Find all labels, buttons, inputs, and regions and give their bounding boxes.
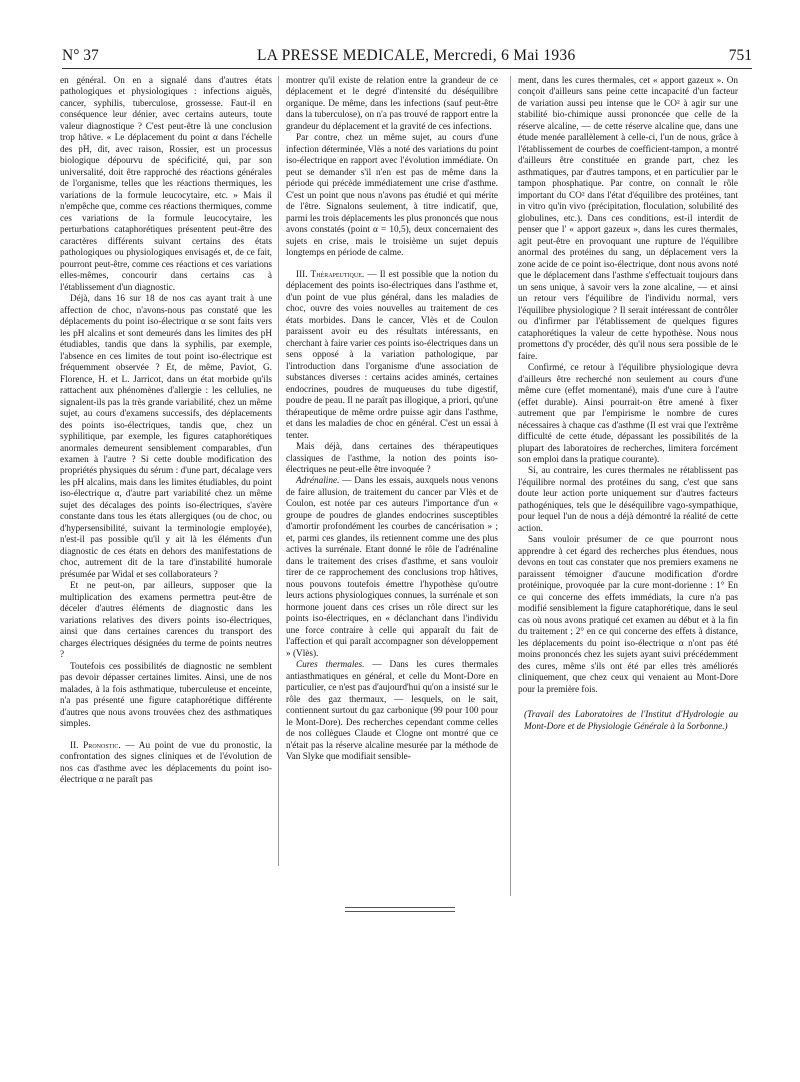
subsection-heading: Adrénaline. <box>296 476 340 487</box>
subsection-text: — Dans les essais, auxquels nous venons de faire allusion, de traitement du cancer par Vlès et de Coulon, est notée par ces auteurs l'importance d'un « groupe de poudres de glandes endocrines susceptibles d'amortir profondément les courbes de cancérisation » ; et, parmi ces glandes, ils retiennent comme une des plus actives la surrénale. Etant donné le rôle de l'adrénaline dans le traitement des crises d'asthme, et sans vouloir tirer de ce rapprochement des conclusions trop hâtives, nous pouvons toutefois émettre l'hypothèse qu'outre leurs actions physiologiques connues, la surrénale et son hormone jouent dans ces crises un rôle direct sur les points iso-électriques, en « déclanchant dans l'individu une force contraire à celle qui apparaît du fait de l'affection et qui paraît accompagner son développement » (Vlès). <box>286 476 498 659</box>
section-pronostic <box>60 741 272 787</box>
column-divider-2 <box>510 76 511 896</box>
section-text: — Il est possible que la notion du déplacement des points iso-électriques dans l'asthme et, d'un point de vue plus général, dans les maladies de choc, ouvre des voies nouvelles au traitement de ces états morbides. Dans le cancer, Vlès et de Coulon paraissent avoir eu des résultats intéressants, en cherchant à faire varier ces points iso-électriques dans un sens opposé à la variation pathologique, par l'introduction dans l'organisme d'une association de substances diverses : certains acides aminés, certaines endocrines, poudres de muqueuses du tube digestif, poudre de peau. Il ne paraît pas illogique, a priori, qu'une thérapeutique de même ordre puisse agir dans l'asthme, et dans les maladies de choc en général. C'est un essai à tenter. <box>286 269 498 441</box>
section-heading: II. Pronostic. <box>70 740 121 751</box>
column-1 <box>60 76 272 787</box>
paragraph: Confirmé, ce retour à l'équilibre physiologique devra d'ailleurs être recherché non seulement au cours d'une même cure (effet momentané), mais d'une cure à l'autre (effet durable). Ainsi pourrait-on être amené à fixer autrement que par l'empirisme le nombre de cures nécessaires à chaque cas d'asthme (Il est vrai que l'extrême difficulté de cette étude, dépassant les possibilités de la plupart des laboratoires de recherches, limitera forcément son emploi dans la pratique courante). <box>518 363 738 465</box>
column-divider-1 <box>278 76 279 866</box>
page-number: 751 <box>728 47 752 64</box>
subsection-cures-thermales <box>286 660 498 763</box>
paragraph: Toutefois ces possibilités de diagnostic ne semblent pas devoir dépasser certaines limites. Ainsi, une de nos malades, à la fois asthmatique, tuberculeuse et enceinte, n'a pas présenté une figure cataphorétique différente d'autres que nous avons trouvées chez des asthmatiques simples. <box>60 661 272 730</box>
bottom-rule-1 <box>345 907 455 908</box>
paragraph: Par contre, chez un même sujet, au cours d'une infection déterminée, Vlès a noté des variations du point iso-électrique en rapport avec l'évolution immédiate. On peut se demander s'il n'en est pas de même dans la période qui précède immédiatement une crise d'asthme. C'est un point que nous n'avons pas étudié et qui mérite de l'être. Signalons seulement, à titre indicatif, que, parmi les trois déplacements les plus prononcés que nous avons constatés (point α = 10,5), deux concernaient des sujets en crise, mais le troisième un sujet depuis longtemps en période de calme. <box>286 133 498 259</box>
bottom-rule-2 <box>345 911 455 912</box>
paragraph: ment, dans les cures thermales, cet « apport gazeux ». On conçoit d'ailleurs sans peine cette incapacité d'un facteur de variation aussi peu intense que le CO² à agir sur une stabilité bio-chimique aussi prononcée que celle de la réserve alcaline, — de cette réserve alcaline que, dans une étude menée parallèlement à celle-ci, l'un de nous, grâce à l'établissement de courbes de coefficient-tampon, a montré d'ailleurs être constituée en grande part, chez les asthmatiques, par d'autres tampons, et en particulier par le tampon phosphatique. Par contre, on connaît le rôle important du CO² dans l'état d'équilibre des protéines, tant in vitro qu'in vivo (précipitation, floculation, solubilité des globulines, etc.). Dans ces conditions, est-il interdit de penser que l' « apport gazeux », dans les cures thermales, agit peut-être en provoquant une rupture de l'équilibre anormal des protéines du sang, un déplacement vers la zone acide de ce point iso-électrique, dont nous avons noté que le déplacement dans l'asthme s'effectuait toujours dans un sens unique, à savoir vers la zone alcaline, — et ainsi un retour vers l'équilibre de l'individu normal, vers l'équilibre physiologique ? Il serait intéressant de contrôler ou d'infirmer par l'établissement de quelques figures cataphorétiques la valeur de cette hypothèse. Nous nous promettons d'y procéder, dès qu'il nous sera possible de le faire. <box>518 76 738 362</box>
column-2 <box>286 76 498 764</box>
paragraph: Si, au contraire, les cures thermales ne rétablissent pas l'équilibre normal des protéines du sang, c'est que sans doute leur action porte uniquement sur d'autres facteurs pathogéniques, tels que le déséquilibre vago-sympathique, pour lequel l'un de nous a déjà démontré la réalité de cette action. <box>518 466 738 534</box>
paragraph: montrer qu'il existe de relation entre la grandeur de ce déplacement et le degré d'intensité du déséquilibre organique. De même, dans les infections (sauf peut-être dans la tuberculose), on n'a pas trouvé de rapport entre la grandeur du déplacement et la gravité de ces infections. <box>286 76 498 132</box>
subsection-heading: Cures thermales. <box>296 660 365 671</box>
subsection-adrenaline <box>286 476 498 660</box>
page-header <box>62 46 752 69</box>
column-3 <box>518 76 738 733</box>
footnote: (Travail des Laboratoires de l'Institut d'Hydrologie au Mont-Dore et de Physiologie Générale à la Sorbonne.) <box>524 710 738 732</box>
section-heading: III. Thérapeutique. <box>296 269 365 280</box>
section-text: — Au point de vue du pronostic, la confrontation des signes cliniques et de l'évolution de nos cas d'asthme avec les déplacements du point iso-électrique α ne paraît pas <box>60 740 273 786</box>
paragraph: en général. On en a signalé dans d'autres états pathologiques et physiologiques : infections aiguës, cancer, syphilis, tuberculose, grossesse. Faut-il en conséquence leur dénier, avec certains auteurs, toute valeur diagnostique ? C'est peut-être là une conclusion trop hâtive. « Le déplacement du point α dans l'échelle des pH, dit, avec raison, Rossier, est un processus biologique dépourvu de spécificité, qui, par son universalité, doit être rapproché des réactions générales de l'organisme, telles que les réactions thermiques, les variations de la formule leucocytaire, etc. » Mais il n'empêche que, comme ces réactions thermiques, comme ces variations de la formule leucocytaire, les perturbations cataphorétiques présentent peut-être des caractères différents suivant certains des états pathologiques ou physiologiques envisagés et, de ce fait, pourront peut-être, comme ces réactions et ces variations elles-mêmes, concourir dans certains cas à l'établissement d'un diagnostic. <box>60 76 272 293</box>
paragraph: Mais déjà, dans certaines des thérapeutiques classiques de l'asthme, la notion des points iso-électriques ne peut-elle être invoquée ? <box>286 442 498 475</box>
paragraph: Et ne peut-on, par ailleurs, supposer que la multiplication des examens permettra peut-être de déceler d'autres éléments de diagnostic dans les variations relatives des divers points iso-électriques, ainsi que dans certaines carences du transport des charges électriques désignées du terme de points neutres ? <box>60 581 272 661</box>
subsection-text: — Dans les cures thermales antiasthmatiques en général, et celle du Mont-Dore en particulier, ce n'est pas d'aujourd'hui qu'on a insisté sur le rôle des gaz thermaux, — lesquels, on le sait, contiennent surtout du gaz carbonique (99 pour 100 pour le Mont-Dore). Des recherches cependant comme celles de nos collègues Claude et Clogne ont montré que ce n'était pas la réserve alcaline mesurée par la méthode de Van Slyke que modifiait sensible- <box>286 660 498 763</box>
paragraph: Sans vouloir présumer de ce que pourront nous apprendre à cet égard des recherches plus étendues, nous devons en tout cas constater que nos premiers examens ne paraissent témoigner d'aucune modification d'ordre protéinique, provoquée par la cure mont-dorienne : 1° En ce qui concerne des effets immédiats, la cure n'a pas modifié sensiblement la figure cataphorétique, dans le seul cas où nous avons pratiqué cet examen au début et à la fin du traitement ; 2° en ce qui concerne des effets à distance, les déplacements du point iso-électrique α n'ont pas été moins prononcés chez les sujets ayant suivi précédemment des cures, même s'ils ont été par elles très améliorés cliniquement, que chez ceux qui venaient au Mont-Dore pour la première fois. <box>518 535 738 695</box>
journal-title: LA PRESSE MEDICALE, Mercredi, 6 Mai 1936 <box>257 47 576 64</box>
section-therapeutique <box>286 270 498 442</box>
paragraph: Déjà, dans 16 sur 18 de nos cas ayant trait à une affection de choc, n'avons-nous pas constaté que les déplacements du point iso-électrique α se sont faits vers les pH alcalins et sont demeurés dans les limites des pH étudiables, tandis que dans la syphilis, par exemple, l'absence en ces limites de tout point iso-électrique est fréquemment observée ? Et, de même, Paviot, G. Florence, H. et L. Jarricot, dans un état morbide qu'ils rattachent aux phénomènes d'allergie : les cellulies, ne signalent-ils pas la très grande variabilité, chez un même sujet, au cours d'examens successifs, des déplacements des points iso-électriques, tandis que, chez un syphilitique, par exemple, les figures cataphorétiques anormales demeurent sensiblement comparables, d'un examen à l'autre ? Si cette double modification des propriétés physiques du sérum : d'une part, décalage vers les pH alcalins, mais dans les limites étudiables, du point iso-électrique α, d'autre part variabilité chez un même sujet des décalages des points iso-électriques, s'avère constante dans tous les états allergiques (ou de choc, ou d'hypersensibilité, suivant la terminologie employée), n'est-il pas possible qu'il y ait là les éléments d'un diagnostic de ces états en dehors des manifestations de choc, autrement dit de la tare d'instabilité humorale présumée par Widal et ses collaborateurs ? <box>60 294 272 580</box>
issue-number: N° 37 <box>62 47 99 64</box>
